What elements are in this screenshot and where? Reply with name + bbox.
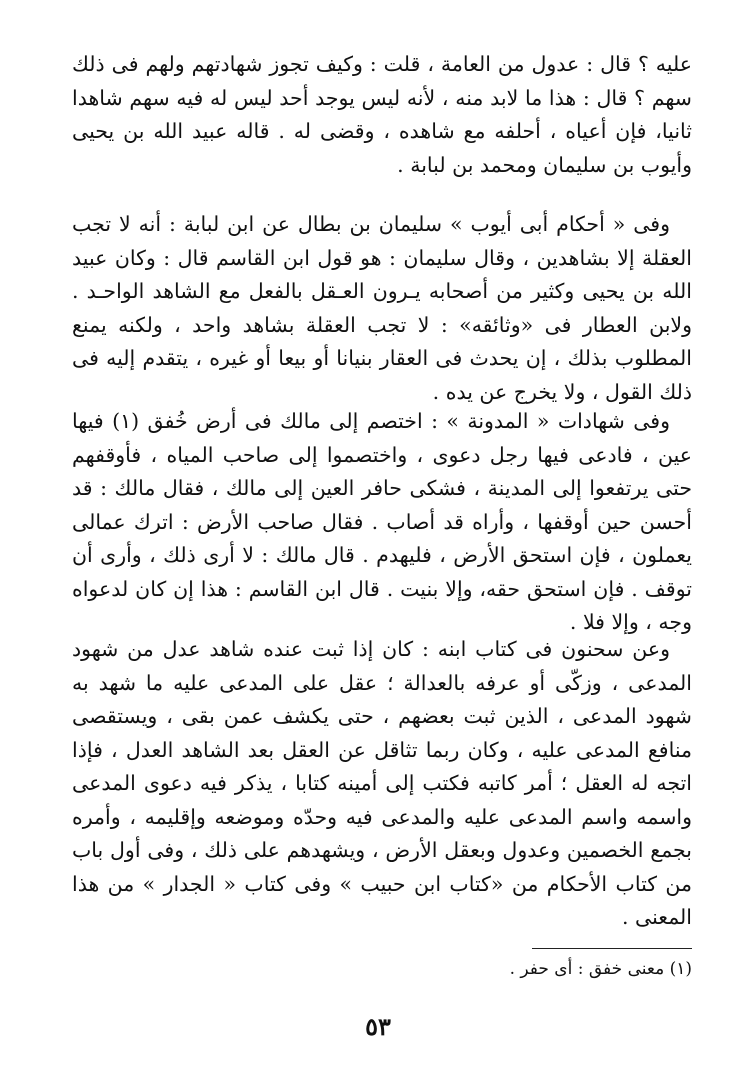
paragraph-text: وفى « أحكام أبى أيوب » سليمان بن بطال عن ابن لبابة : أنه لا تجب العقلة إلا بشاهدين ، وقال سليمان : هو قول ابن القاسم قال : وكان عبيد الله بن يحيى وكثير من أصحابه يـرون العـقل بالفعل مع الشاهد الواحـد . ولابن العطار فى «وثائقه» : لا تجب العقلة بشاهد واحد ، ولكنه يمنع المطلوب بذلك ، إن يحدث فى العقار بنيانا أو بيعا أو غيره ، يتقدم إليه فى ذلك القول ، ولا يخرج عن يده . — [72, 212, 692, 404]
paragraph-3 — [72, 405, 692, 640]
paragraph-text: عليه ؟ قال : عدول من العامة ، قلت : وكيف تجوز شهادتهم ولهم فى ذلك سهم ؟ قال : هذا ما لابد منه ، لأنه ليس يوجد أحد ليس له فيه سهم شاهدا ثانيا، فإن أعياه ، أحلفه مع شاهده ، وقضى له . قاله عبيد الله بن يحيى وأيوب بن سليمان ومحمد بن لبابة . — [72, 52, 692, 177]
footnote-divider — [532, 948, 692, 949]
paragraph-text: وعن سحنون فى كتاب ابنه : كان إذا ثبت عنده شاهد عدل من شهود المدعى ، وزكّى أو عرفه بالعدالة ؛ عقل على المدعى عليه ما شهد به شهود المدعى ، الذين ثبت بعضهم ، حتى يكشف عمن بقى ، ويستقصى منافع المدعى عليه ، وكان ربما تثاقل عن العقل بعد الشاهد العدل ، فإذا اتجه له العقل ؛ أمر كاتبه فكتب إلى أمينه كتابا ، يذكر فيه دعوى المدعى واسمه واسم المدعى عليه والمدعى فيه وحدّه وموضعه وإقليمه ، وأمره بجمع الخصمين وعدول وبعقل الأرض ، ويشهدهم على ذلك ، وفى أول باب من كتاب الأحكام من «كتاب ابن حبيب » وفى كتاب « الجدار » من هذا المعنى . — [72, 637, 692, 929]
paragraph-2 — [72, 208, 692, 409]
paragraph-1 — [72, 48, 692, 182]
paragraph-text: وفى شهادات « المدونة » : اختصم إلى مالك فى أرض خُفق (١) فيها عين ، فادعى فيها رجل دعوى ، واختصموا إلى صاحب المياه ، فأوقفهم حتى يرتفعوا إلى المدينة ، فشكى حافر العين إلى مالك ، فقال مالك : قد أحسن حين أوقفها ، وأراه قد أصاب . فقال صاحب الأرض : اترك عمالى يعملون ، فإن استحق الأرض ، فليهدم . قال مالك : لا أرى ذلك ، وأرى أن توقف . فإن استحق حقه، وإلا بنيت . قال ابن القاسم : هذا إن كان لدعواه وجه ، وإلا فلا . — [72, 409, 692, 634]
page-number: ٥٣ — [365, 1012, 391, 1041]
footnote: (١) معنى خفق : أى حفر . — [509, 959, 692, 979]
paragraph-4 — [72, 633, 692, 935]
